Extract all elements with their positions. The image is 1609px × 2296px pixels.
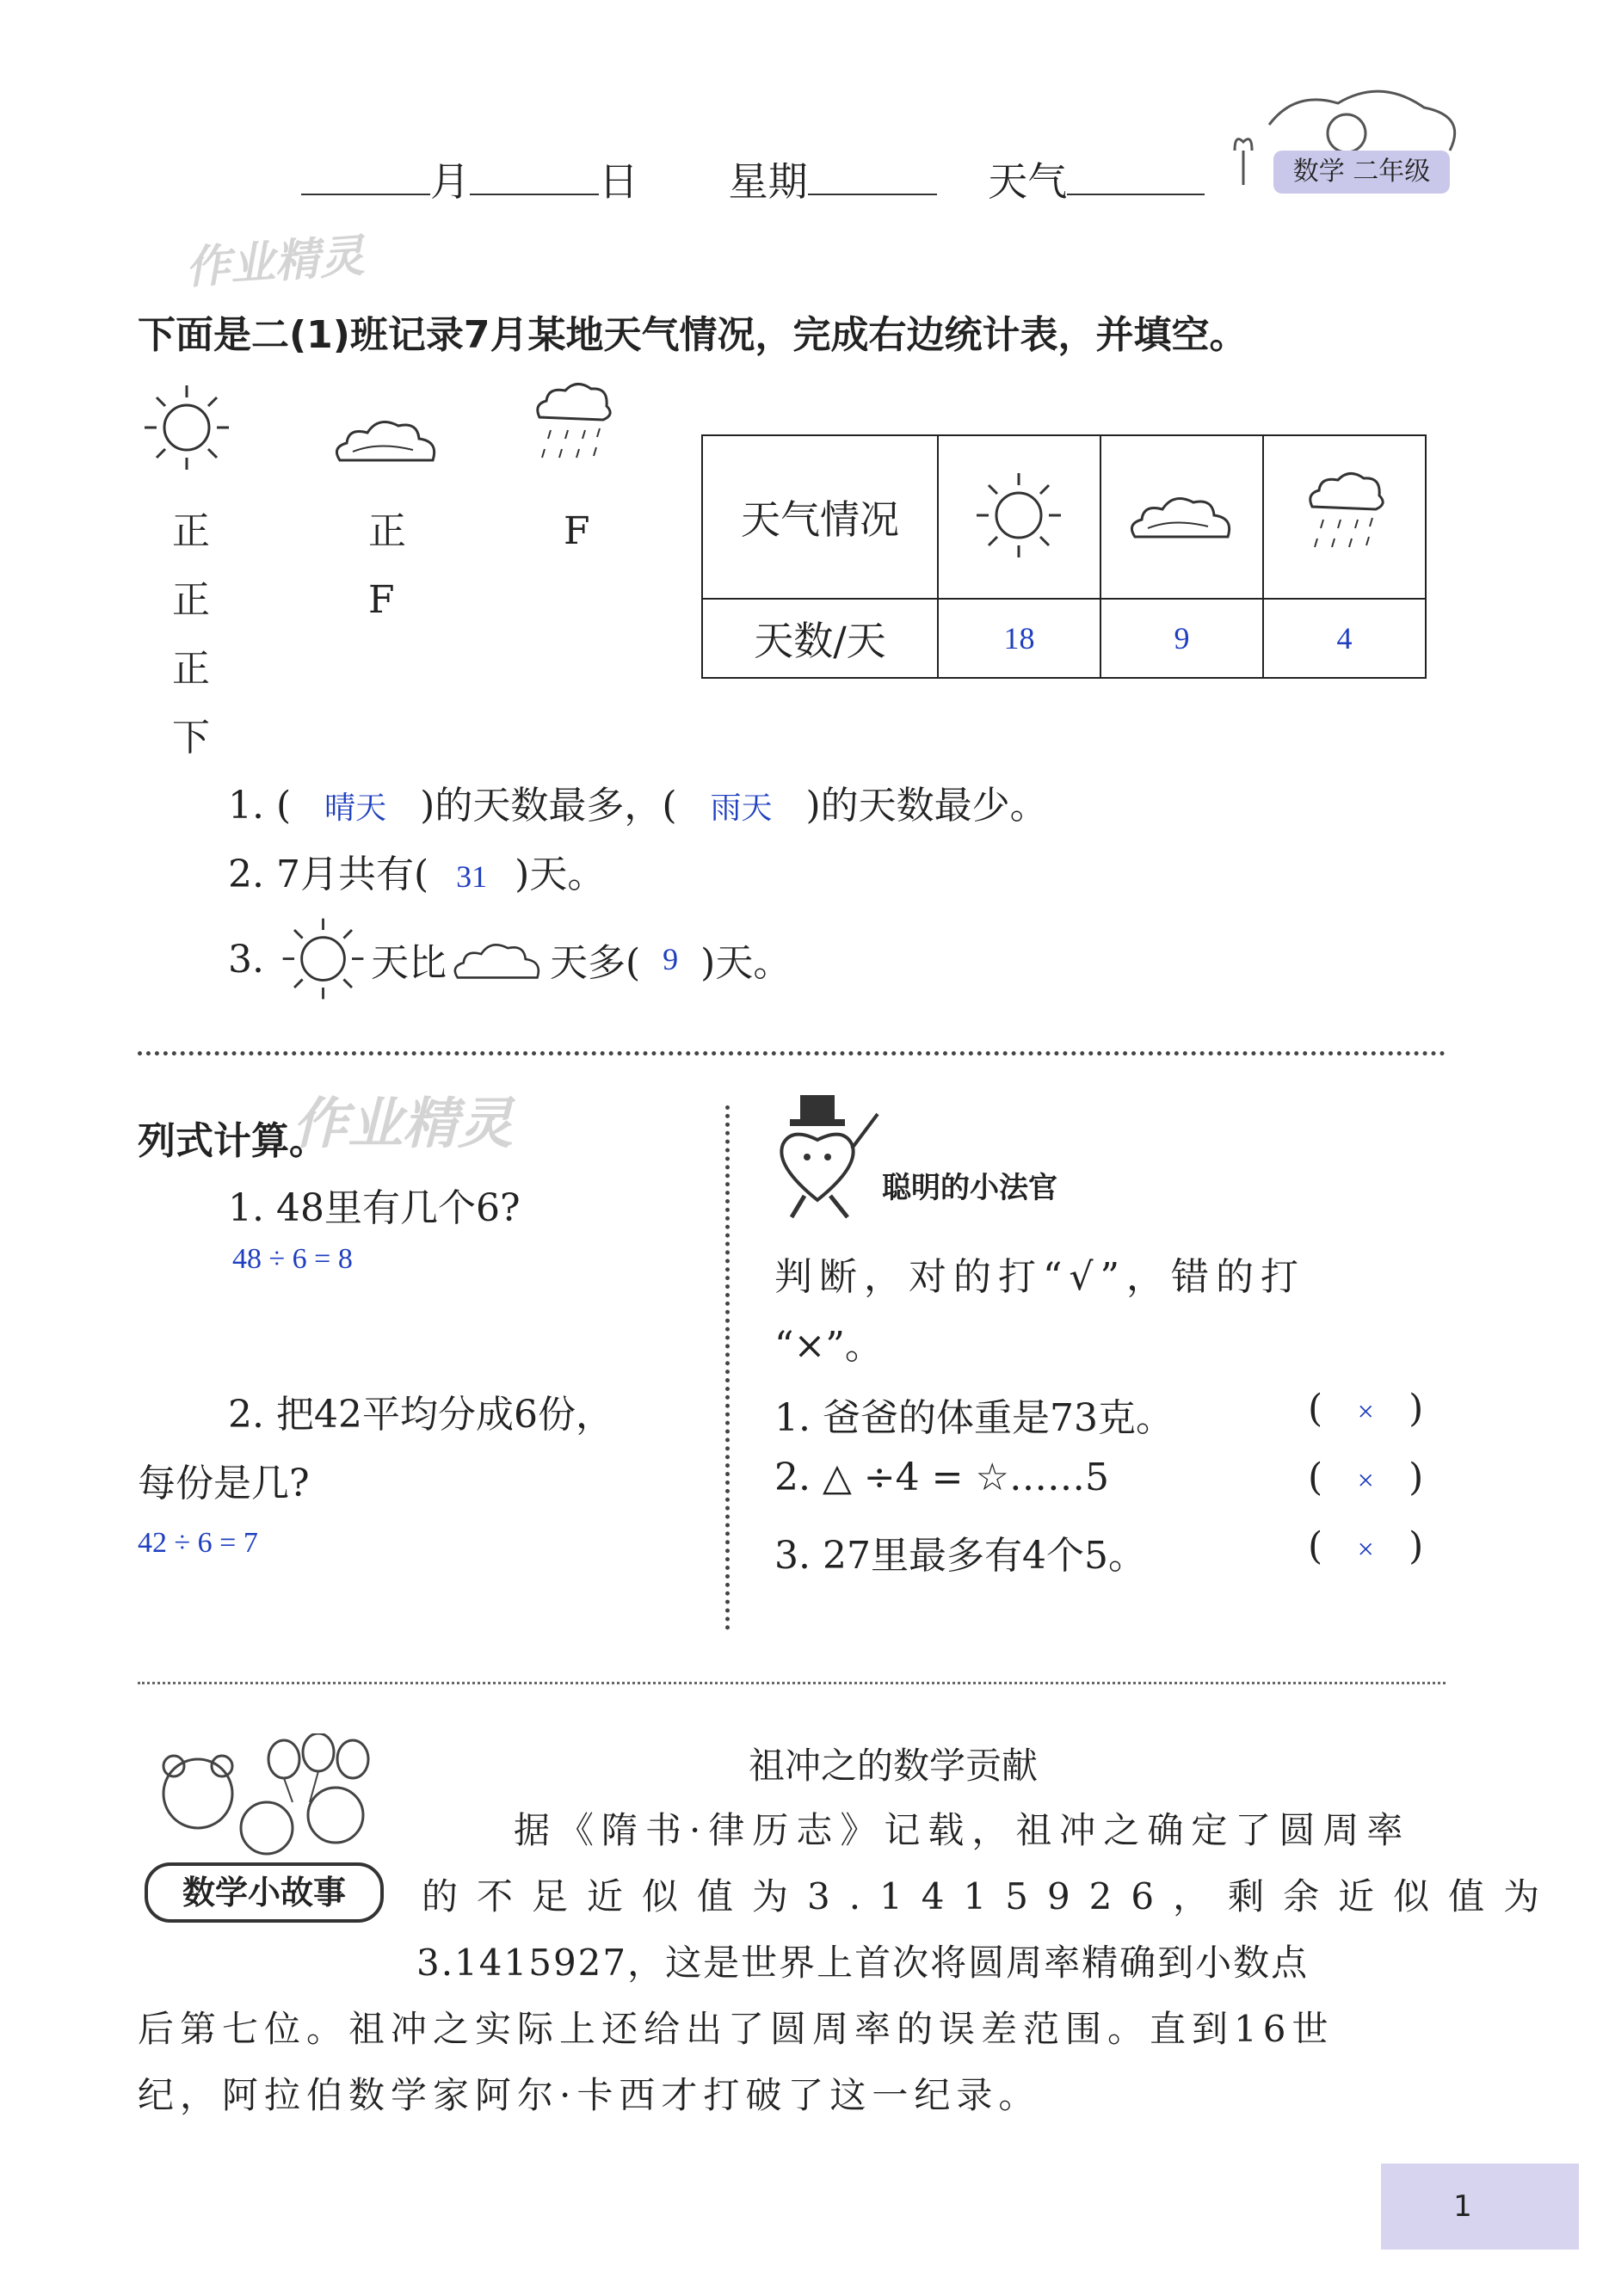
sun-icon [276,912,371,1006]
q-number: 2. [228,1393,264,1437]
q-number: 2. [774,1456,811,1499]
q-text: ( [275,784,292,828]
judge-instruction-line2: “×”。 [774,1324,883,1368]
weather-stat-table [701,434,1427,679]
tally-mark: F [564,509,590,553]
q-number: 1. [228,784,264,828]
bracket-close: ) [1409,1456,1424,1499]
judge-bracket [1308,1387,1423,1431]
q-text: )天。 [700,941,792,985]
bracket-open: ( [1308,1524,1323,1568]
story-divider [138,1682,1446,1684]
q2-answer: 31 [456,859,488,894]
weekday-label: 星期 [728,158,808,205]
weather-q2 [228,843,605,898]
q-number: 1. [228,1186,264,1230]
table-value-rainy: 4 [1263,599,1426,678]
judge-badge-title: 聪明的小法官 [882,1171,1057,1205]
judge-answer: × [1357,1465,1374,1497]
page-number: 1 [1453,2189,1472,2224]
rain-icon [529,379,615,473]
q-text: 27里最多有4个5。 [822,1534,1146,1578]
cloud-icon [331,409,443,469]
q-number: 2. [228,853,264,896]
calc-q1-answer: 48 ÷ 6 = 8 [232,1243,353,1275]
q1-answer1: 晴天 [324,791,387,825]
sun-icon [138,379,237,477]
calc-q2-line1 [138,1381,613,1450]
judge-bracket [1308,1524,1423,1568]
table-value-cloudy: 9 [1100,599,1263,678]
story-badge [145,1862,384,1923]
grade-badge-text: 数学 二年级 [1292,157,1431,187]
q-text: △ ÷4 = ☆……5 [822,1456,1109,1499]
story-badge-text: 数学小故事 [182,1874,346,1911]
month-label: 月 [430,158,470,205]
q-text: )的天数最多，( [420,784,677,828]
judge-item [774,1387,1446,1442]
q-text: 天多( [549,941,641,985]
tally-mark: 正 [172,509,210,553]
judge-instruction-line1: 判断，对的打“√”，错的打 [774,1255,1306,1299]
q-text: )天。 [515,853,606,896]
watermark-top: 作业精灵 [183,230,367,295]
q-text: 48里有几个6? [275,1186,521,1230]
q3-answer: 9 [663,942,679,976]
bracket-close: ) [1409,1387,1424,1431]
watermark-middle: 作业精灵 [293,1093,513,1156]
story-line: 据《隋书·律历志》记载，祖冲之确定了圆周率 [514,1809,1411,1851]
q-text: 7月共有( [275,853,429,896]
page-number-tab [1381,2164,1579,2250]
judge-item [774,1524,1446,1579]
grade-badge [1273,151,1450,194]
story-line: 后第七位。祖冲之实际上还给出了圆周率的误差范围。直到16世 [138,2008,1335,2050]
bracket-open: ( [1308,1456,1323,1499]
weather-q1 [228,774,1048,829]
table-rain-cell [1263,435,1426,599]
calc-title: 列式计算。 [138,1119,327,1163]
q-text: 爸爸的体重是73克。 [822,1396,1174,1440]
section-divider [138,1051,1446,1056]
weather-instruction: 下面是二(1)班记录7月某地天气情况，完成右边统计表，并填空。 [138,313,1248,357]
tally-mark: 正 [172,578,210,622]
day-label: 日 [599,158,638,205]
story-line: 纪，阿拉伯数学家阿尔·卡西才打破了这一纪录。 [138,2074,1041,2116]
tally-mark: F [368,578,395,622]
column-divider [725,1105,730,1630]
judge-mascot-icon [766,1088,886,1226]
judge-item [774,1456,1446,1499]
calc-q2 [138,1381,613,1518]
tally-rainy [564,497,590,566]
judge-answer: × [1357,1396,1374,1428]
tally-sunny [172,497,210,773]
story-line: 3.1415927，这是世界上首次将圆周率精确到小数点 [416,1942,1310,1984]
q-number: 3. [228,937,264,982]
story-line: 的不足近似值为3.1415926，剩余近似值为 [422,1875,1559,1917]
judge-bracket [1308,1456,1423,1499]
story-title: 祖冲之的数学贡献 [749,1745,1039,1787]
calc-q2-line2: 每份是几? [138,1462,310,1505]
table-value-sunny: 18 [938,599,1100,678]
rain-icon [1302,468,1388,563]
judge-answer: × [1357,1534,1374,1566]
q1-answer2: 雨天 [710,791,773,825]
cloud-icon [1126,485,1238,545]
judge-instruction [774,1243,1305,1381]
tally-mark: 下 [172,716,210,760]
q-text: 把42平均分成6份， [275,1393,613,1437]
table-row1-label: 天气情况 [702,435,938,599]
sun-icon [970,466,1069,565]
table-sun-cell [938,435,1100,599]
tally-cloudy [368,497,406,635]
q-number: 3. [774,1534,811,1578]
q-text: 天比 [370,941,447,985]
tally-mark: 正 [172,647,210,691]
weather-label: 天气 [988,158,1068,205]
tally-mark: 正 [368,509,406,553]
weather-q3 [228,912,791,1006]
calc-q1 [228,1177,521,1232]
bracket-open: ( [1308,1387,1323,1431]
table-cloud-cell [1100,435,1263,599]
header-date-line [301,151,1205,207]
q-number: 1. [774,1396,811,1440]
cloud-icon [447,933,550,985]
bracket-close: ) [1409,1524,1424,1568]
q-text: )的天数最少。 [805,784,1048,828]
calc-q2-answer: 42 ÷ 6 = 7 [138,1527,258,1559]
table-row2-label: 天数/天 [702,599,938,678]
